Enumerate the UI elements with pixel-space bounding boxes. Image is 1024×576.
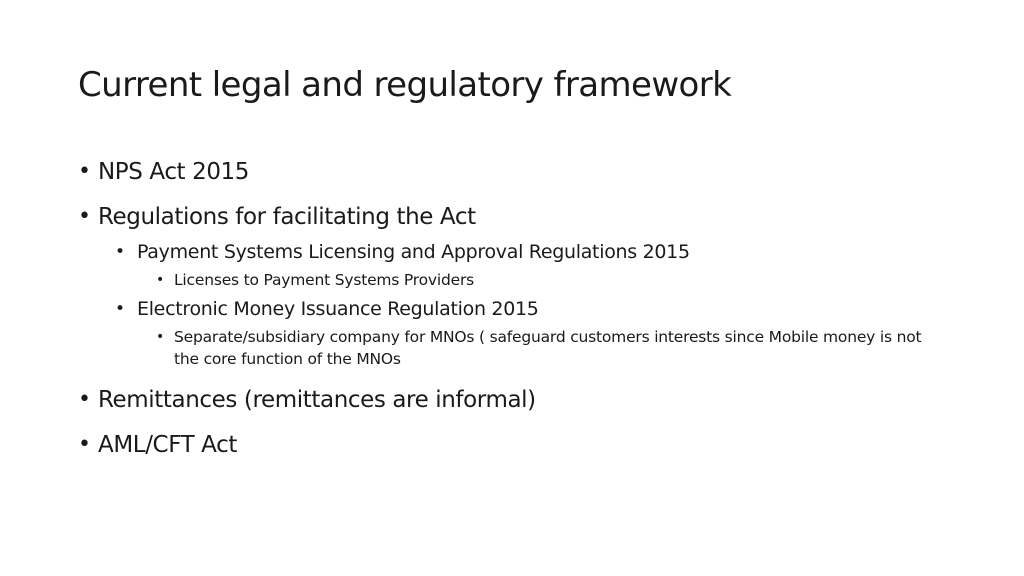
- bullet-text: Regulations for facilitating the Act: [98, 204, 476, 230]
- bullet-list: [78, 154, 938, 463]
- sub-bullet-item: [78, 294, 938, 324]
- sub-bullet-text: Electronic Money Issuance Regulation 2015: [137, 298, 539, 320]
- bullet-dot-icon: •: [78, 432, 91, 457]
- bullet-text: NPS Act 2015: [98, 159, 250, 185]
- bullet-item: [78, 199, 938, 235]
- sub-sub-bullet-text: Licenses to Payment Systems Providers: [174, 271, 475, 289]
- bullet-text: Remittances (remittances are informal): [98, 387, 536, 413]
- bullet-item: [78, 427, 938, 463]
- sub-bullet-item: [78, 237, 938, 267]
- bullet-dot-icon: •: [78, 387, 91, 412]
- bullet-dot-icon: •: [78, 159, 91, 184]
- bullet-dot-icon: •: [115, 242, 126, 262]
- bullet-dot-icon: •: [115, 299, 126, 319]
- bullet-dot-icon: •: [156, 272, 165, 288]
- bullet-item: [78, 382, 938, 418]
- bullet-dot-icon: •: [156, 329, 165, 345]
- bullet-text: AML/CFT Act: [98, 432, 237, 458]
- sub-sub-bullet-text: Separate/subsidiary company for MNOs ( safeguard customers interests since Mobile money is not the core function of the MNOs: [174, 328, 922, 368]
- slide-title: Current legal and regulatory framework: [78, 65, 732, 105]
- sub-bullet-text: Payment Systems Licensing and Approval Regulations 2015: [137, 241, 690, 263]
- sub-sub-bullet-item: [78, 269, 938, 292]
- bullet-dot-icon: •: [78, 204, 91, 229]
- sub-sub-bullet-item: [78, 326, 938, 370]
- bullet-item: [78, 154, 938, 190]
